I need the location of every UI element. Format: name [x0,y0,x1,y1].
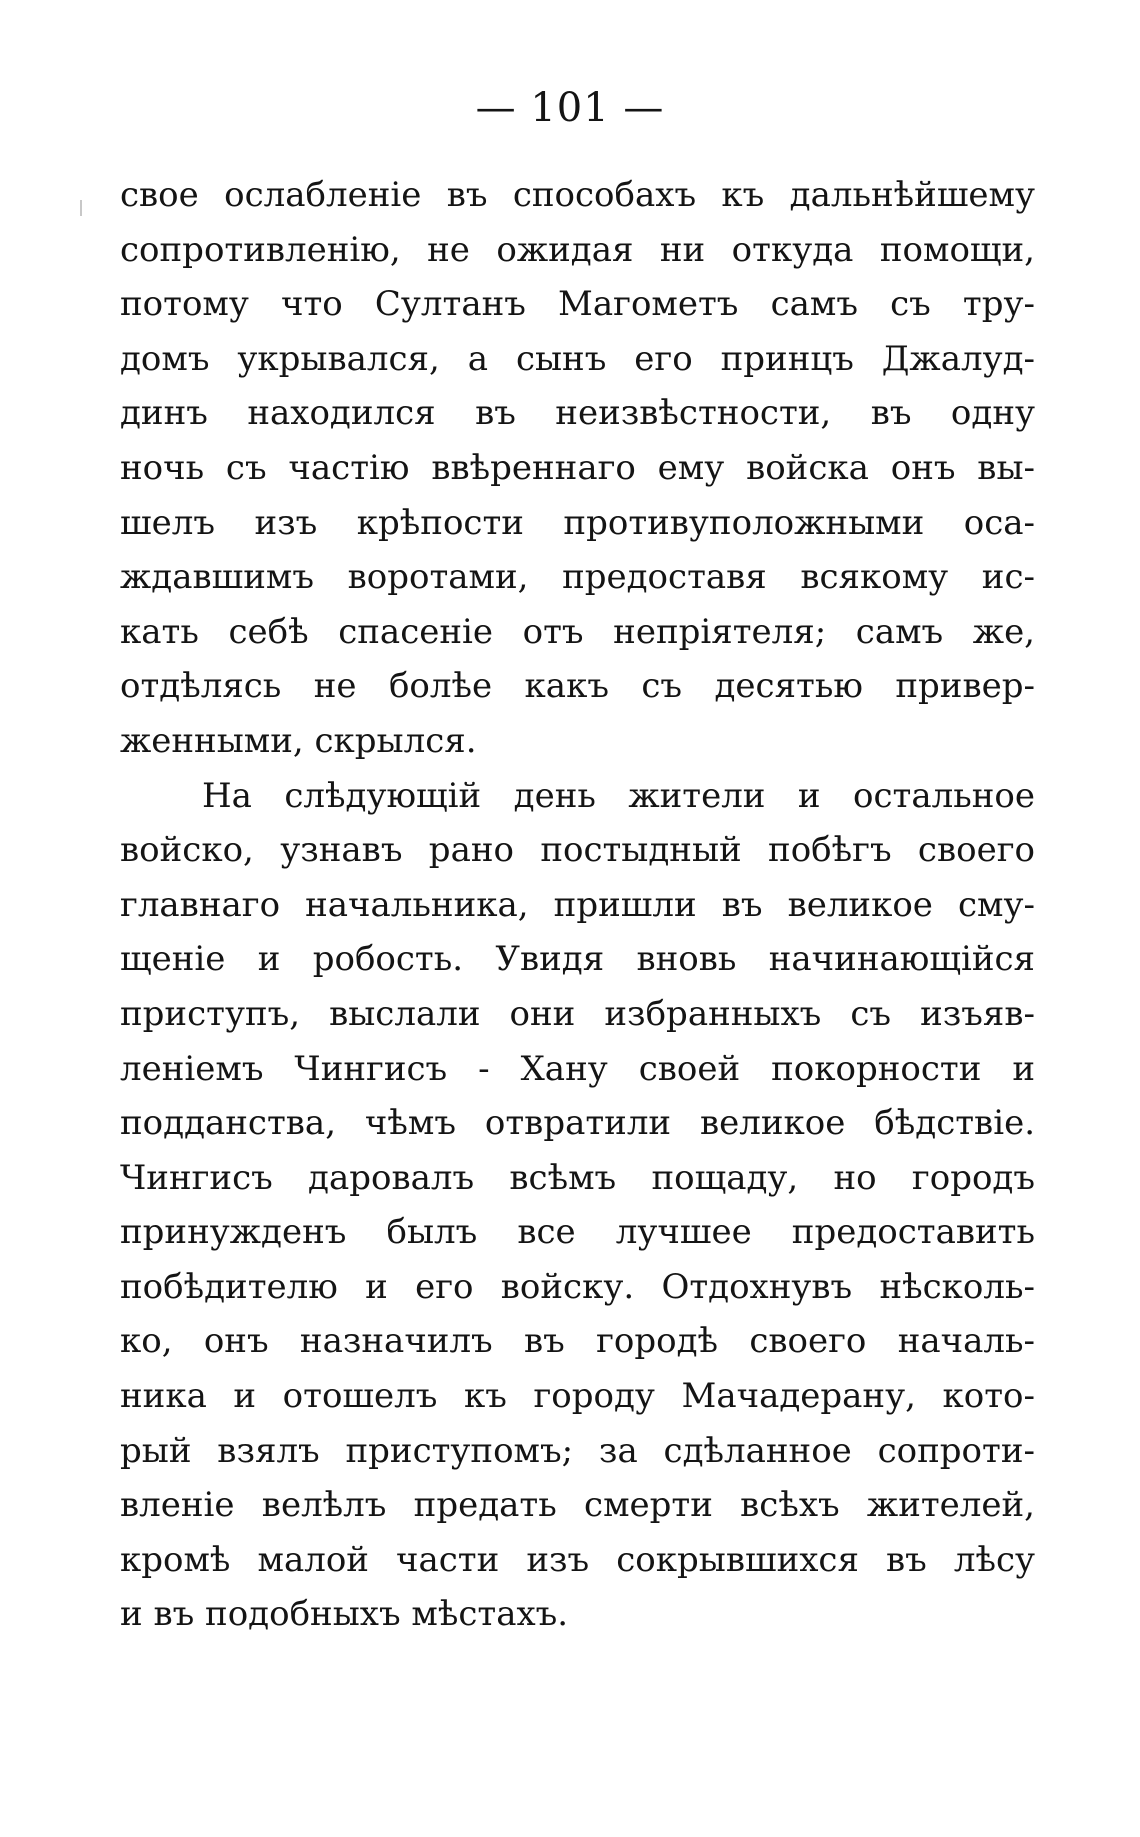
body-text [120,168,1035,1642]
text-line: главнаго начальника, пришли въ великое сму- [120,884,1035,925]
text-line: кромѣ малой части изъ сокрывшихся въ лѣсу [120,1539,1035,1580]
text-line: вленіе велѣлъ предать смерти всѣхъ жителей, [120,1485,1035,1526]
text-line: сопротивленію, не ожидая ни откуда помощи, [120,229,1035,270]
paragraph-2 [120,769,1035,1643]
text-line: подданства, чѣмъ отвратили великое бѣдствіе. [120,1103,1035,1144]
text-line: ко, онъ назначилъ въ городѣ своего началь- [120,1321,1035,1362]
text-line: рый взялъ приступомъ; за сдѣланное сопроти- [120,1430,1035,1471]
text-line: Чингисъ даровалъ всѣмъ пощаду, но городъ [120,1157,1035,1198]
text-line: женными, скрылся. [120,720,477,761]
text-line: и въ подобныхъ мѣстахъ. [120,1594,569,1635]
text-line: войско, узнавъ рано постыдный побѣгъ своего [120,830,1035,871]
text-line: ника и отошелъ къ городу Мачадерану, кото- [120,1376,1035,1417]
text-line: принужденъ былъ все лучшее предоставить [120,1212,1035,1253]
text-line: потому что Султанъ Магометъ самъ съ тру- [120,284,1035,325]
text-line: отдѣлясь не болѣе какъ съ десятью привер- [120,666,1035,707]
text-line: На слѣдующій день жители и остальное [202,775,1035,816]
text-line: динъ находился въ неизвѣстности, въ одну [120,393,1035,434]
text-line: побѣдителю и его войску. Отдохнувъ нѣсколь- [120,1266,1035,1307]
text-line: шелъ изъ крѣпости противуположными оса- [120,502,1035,543]
text-line: приступъ, выслали они избранныхъ съ изъяв- [120,993,1035,1034]
page-number: — 101 — [475,85,665,131]
text-line: ночь съ частію ввѣреннаго ему войска онъ вы- [120,447,1035,488]
text-line: свое ослабленіе въ способахъ къ дальнѣйшему [120,175,1035,215]
text-line: кать себѣ спасеніе отъ непріятеля; самъ же, [120,611,1035,652]
text-line: щеніе и робость. Увидя вновь начинающійся [120,939,1035,980]
scan-artifact-mark [80,200,82,216]
text-line: леніемъ Чингисъ - Хану своей покорности и [120,1048,1035,1089]
text-line: ждавшимъ воротами, предоставя всякому ис- [120,557,1035,598]
paragraph-1 [120,168,1035,769]
text-line: домъ укрывался, а сынъ его принцъ Джалуд- [120,338,1035,379]
